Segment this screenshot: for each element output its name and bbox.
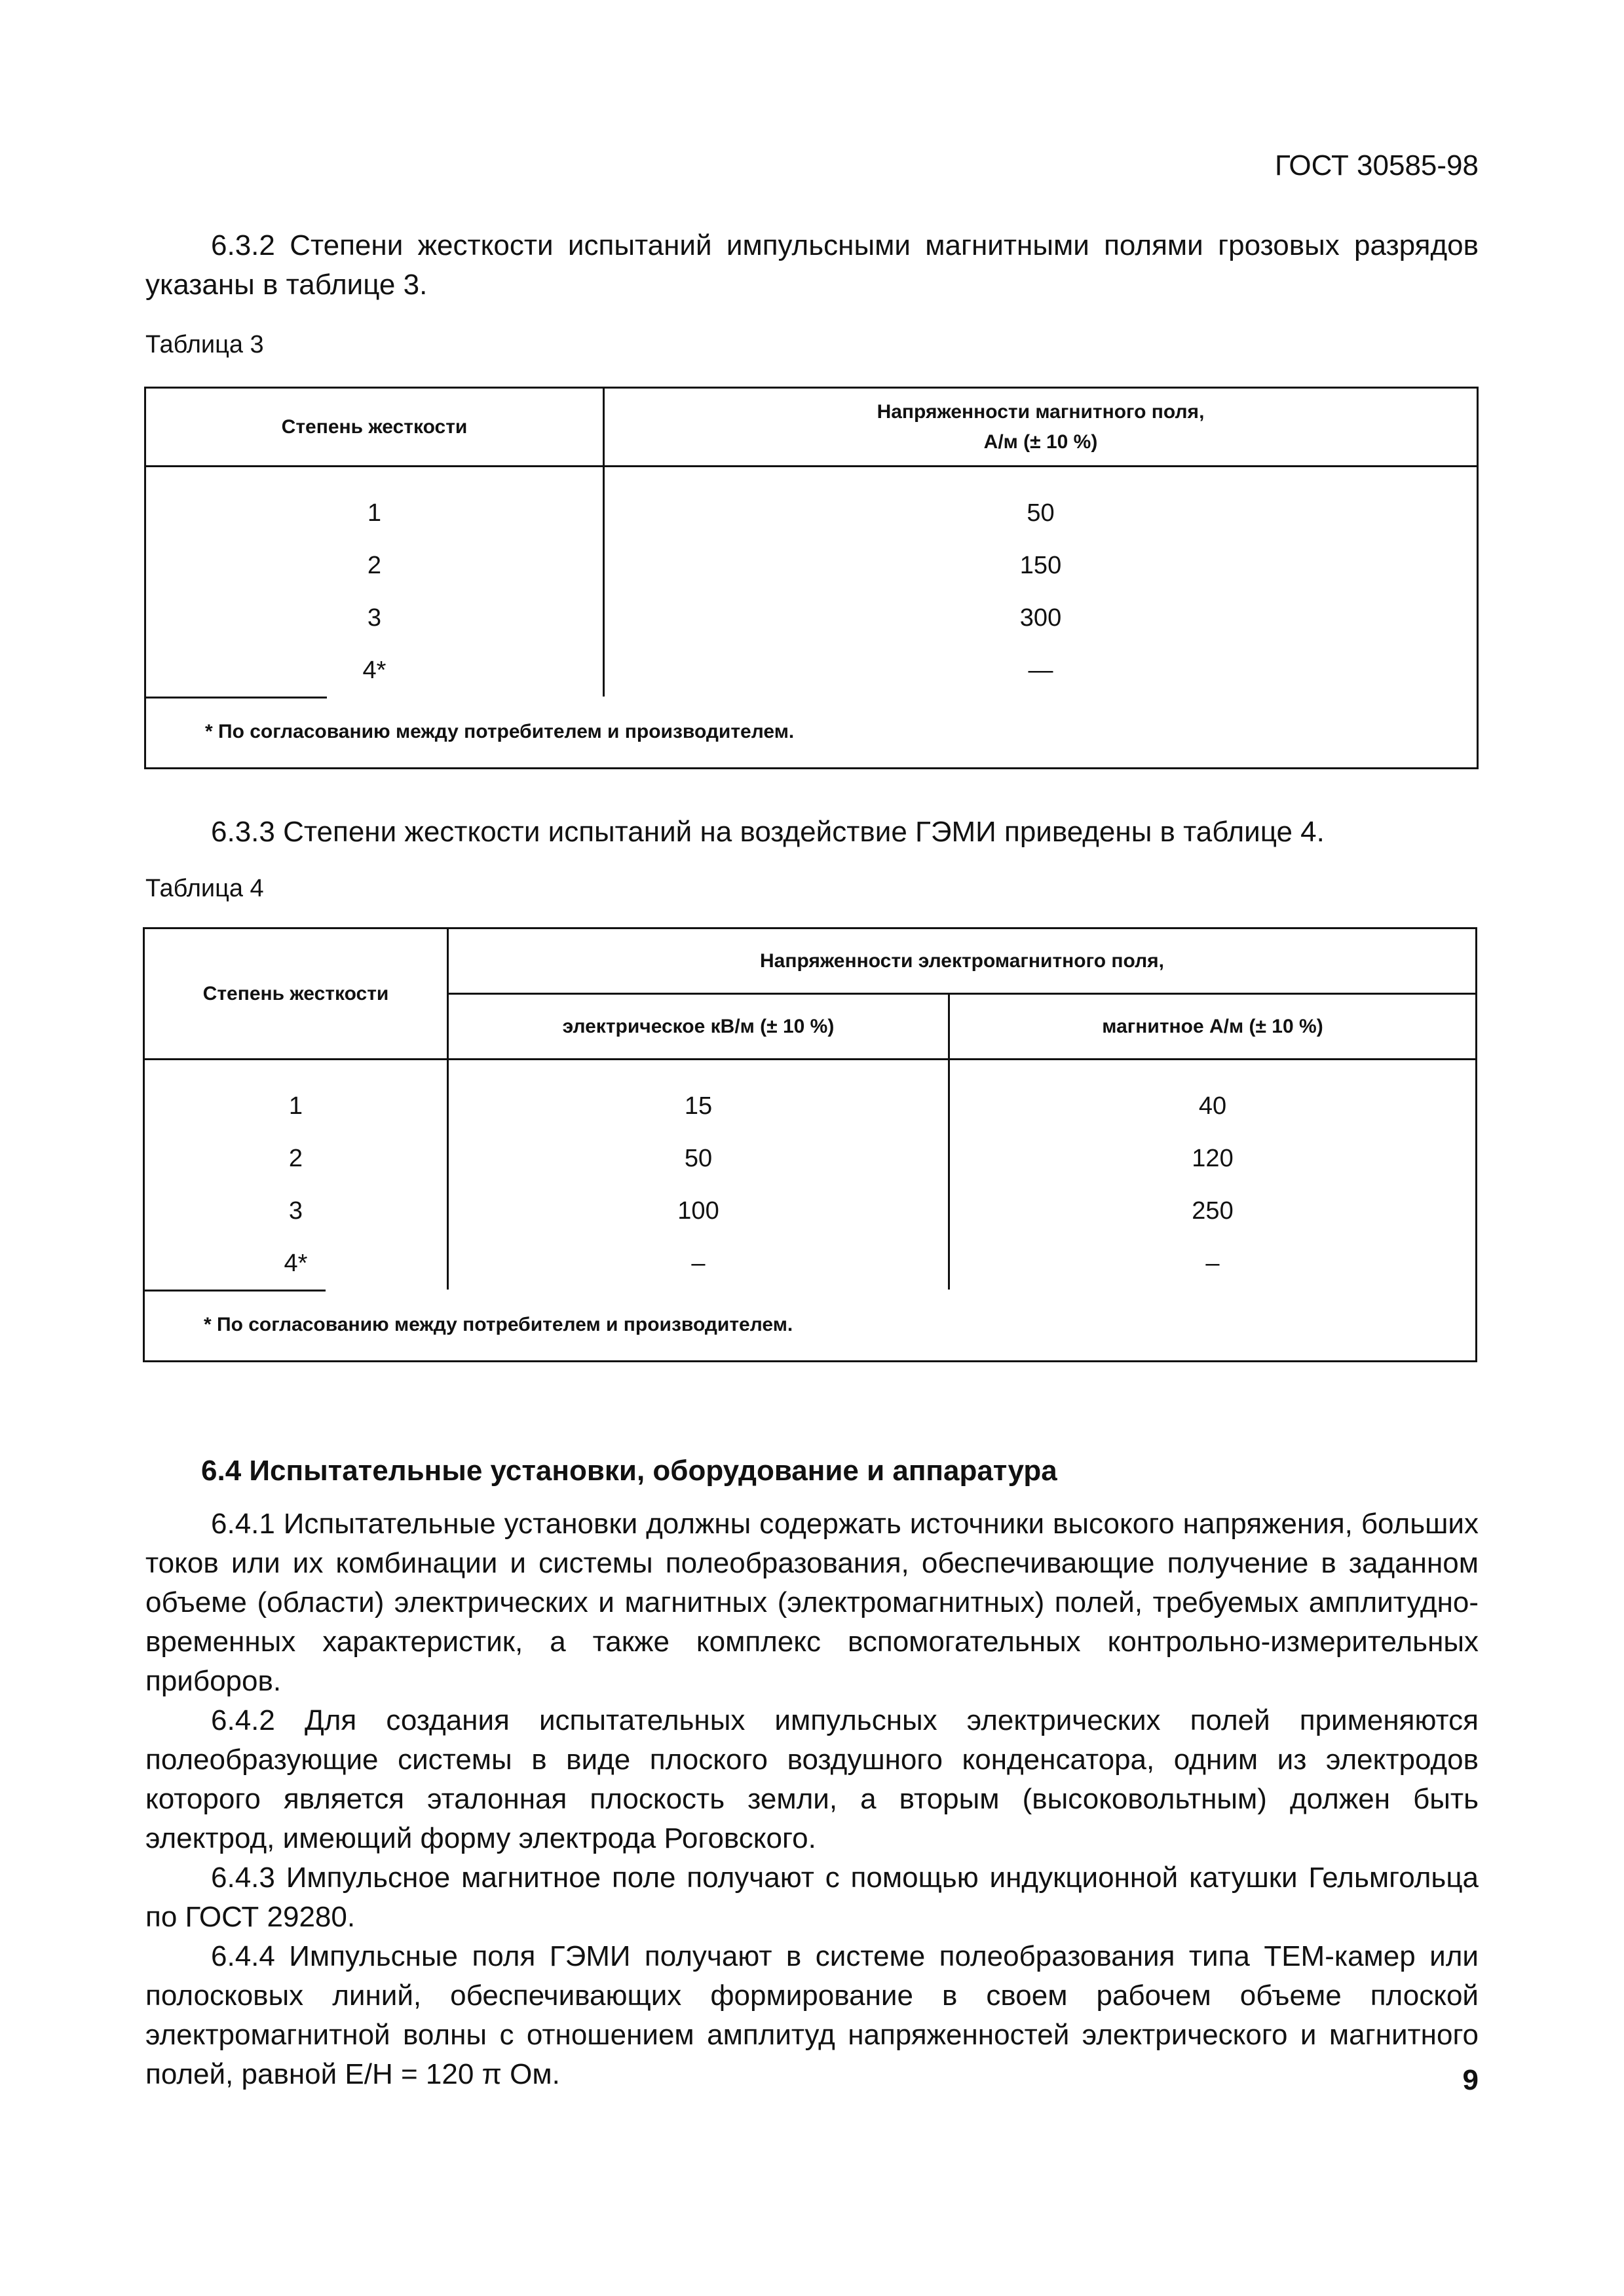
table-3-level: 2 bbox=[145, 539, 604, 592]
table-3-header-field-line1: Напряженности магнитного поля, bbox=[877, 400, 1205, 423]
table-4-level: 1 bbox=[144, 1060, 448, 1133]
table-4-footnote: * По согласованию между потребителем и производителем. bbox=[204, 1314, 793, 1335]
table-4-level: 4* bbox=[144, 1237, 448, 1290]
table-4-electric: 15 bbox=[448, 1060, 949, 1133]
paragraph-6-4-4: 6.4.4 Импульсные поля ГЭМИ получают в системе полеобразования типа ТЕМ-камер или полосковых линий, обеспечивающих формирование в своем рабочем объеме плоской электромагнитной волны с отношением амплитуд напряженностей электрического и магнитного полей, равной E/H = 120 π Ом. bbox=[145, 1940, 1479, 2090]
table-4-electric: 50 bbox=[448, 1132, 949, 1185]
table-3-footnote: * По согласованию между потребителем и производителем. bbox=[205, 721, 795, 742]
table-row bbox=[145, 539, 1478, 592]
table-row bbox=[145, 467, 1478, 540]
table-3 bbox=[144, 387, 1479, 769]
paragraph-6-4-2: 6.4.2 Для создания испытательных импульсных электрических полей применяются полеобразующие системы в виде плоского воздушного конденсатора, одним из электродов которого является эталонная плоскость земли, а вторым (высоковольтным) должен быть электрод, имеющий форму электрода Роговского. bbox=[145, 1704, 1479, 1854]
section-6-4-heading: 6.4 Испытательные установки, оборудование и аппаратура bbox=[201, 1455, 1057, 1487]
table-4-level: 3 bbox=[144, 1185, 448, 1237]
page-number: 9 bbox=[1462, 2064, 1479, 2096]
table-3-level: 3 bbox=[145, 592, 604, 644]
table-3-value: 150 bbox=[1019, 551, 1062, 579]
paragraph-6-3-3-text: 6.3.3 Степени жесткости испытаний на воздействие ГЭМИ приведены в таблице 4. bbox=[211, 816, 1325, 848]
table-4 bbox=[143, 927, 1477, 1362]
table-3-header-field-line2: А/м (± 10 %) bbox=[983, 430, 1098, 453]
table-3-value: 50 bbox=[1027, 499, 1055, 527]
table-4-header-group: Напряженности электромагнитного поля, bbox=[760, 949, 1164, 972]
table-3-level: 4* bbox=[145, 644, 604, 697]
footnote-divider bbox=[146, 697, 327, 698]
table-4-magnetic: 120 bbox=[1192, 1144, 1234, 1172]
table-3-value: — bbox=[1028, 656, 1053, 684]
table-row bbox=[144, 1185, 1477, 1237]
paragraph-6-4-1: 6.4.1 Испытательные установки должны содержать источники высокого напряжения, больших токов или их комбинации и системы полеобразования, обеспечивающие получение в заданном объеме (области) электрических и магнитных (электромагнитных) полей, требуемых амплитудно-временных характеристик, а также комплекс вспомогательных контрольно-измерительных приборов. bbox=[145, 1508, 1479, 1697]
table-4-header-magnetic: магнитное А/м (± 10 %) bbox=[1102, 1015, 1323, 1037]
section-6-4-body bbox=[145, 1504, 1479, 2094]
table-3-header-level: Степень жесткости bbox=[145, 388, 604, 467]
table-row bbox=[145, 592, 1478, 644]
table-row bbox=[145, 644, 1478, 697]
table-4-level: 2 bbox=[144, 1132, 448, 1185]
table-4-header-electric: электрическое кВ/м (± 10 %) bbox=[448, 994, 949, 1060]
table-row bbox=[144, 1060, 1477, 1133]
table-4-footnote-cell bbox=[144, 1290, 1477, 1362]
table-4-magnetic: 250 bbox=[1192, 1196, 1234, 1225]
paragraph-6-4-3: 6.4.3 Импульсное магнитное поле получают с помощью индукционной катушки Гельмгольца по ГОСТ 29280. bbox=[145, 1862, 1479, 1933]
table-4-electric: 100 bbox=[448, 1185, 949, 1237]
table-3-level: 1 bbox=[145, 467, 604, 540]
table-4-magnetic: 40 bbox=[1198, 1092, 1227, 1120]
table-4-magnetic: – bbox=[1205, 1249, 1220, 1277]
paragraph-6-3-3 bbox=[145, 813, 1479, 852]
table-4-electric: – bbox=[448, 1237, 949, 1290]
table-3-footnote-cell bbox=[145, 697, 1478, 769]
table-3-value: 300 bbox=[1019, 603, 1062, 632]
table-4-caption: Таблица 4 bbox=[145, 875, 264, 902]
paragraph-6-3-2-text: 6.3.2 Степени жесткости испытаний импульсными магнитными полями грозовых разрядов указаны в таблице 3. bbox=[145, 229, 1479, 301]
table-row bbox=[144, 1132, 1477, 1185]
footnote-divider bbox=[145, 1290, 326, 1292]
table-row bbox=[144, 1237, 1477, 1290]
paragraph-6-3-2 bbox=[145, 226, 1479, 305]
table-3-header-field bbox=[604, 388, 1478, 467]
table-4-header-level: Степень жесткости bbox=[144, 928, 448, 1060]
document-code: ГОСТ 30585-98 bbox=[1275, 149, 1479, 182]
table-3-caption: Таблица 3 bbox=[145, 331, 264, 358]
